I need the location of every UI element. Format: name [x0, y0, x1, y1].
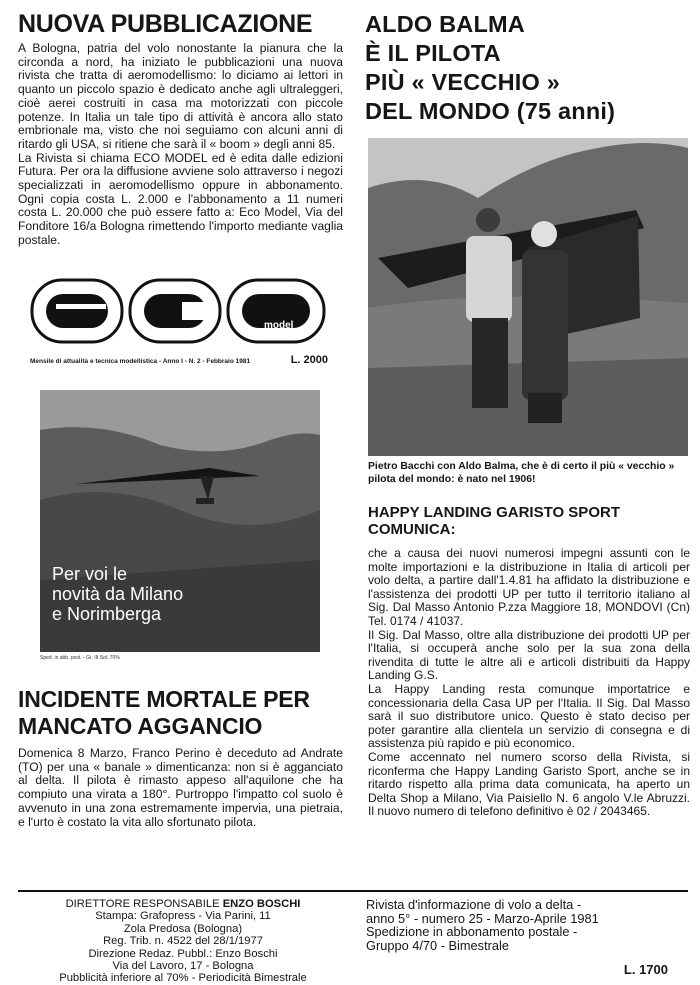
- colophon-line: Stampa: Grafopress - Via Parini, 11: [95, 910, 271, 923]
- eco-logo: [26, 272, 332, 352]
- cover-tagline: Mensile di attualità e tecnica modellistica - Anno I - N. 2 - Febbraio 1981: [30, 358, 251, 365]
- article-title-balma-1: ALDO BALMA: [365, 11, 525, 37]
- article-title-balma-3: PIÙ « VECCHIO »: [365, 69, 560, 95]
- director-label: DIRETTORE RESPONSABILE: [65, 898, 220, 910]
- article-title-happy-landing-2: COMUNICA:: [368, 521, 456, 538]
- paragraph: La Happy Landing resta comunque importatrice e concessionaria della Casa UP per l'Italia. Il Sig. Dal Masso sarà il suo distributore unico. Questo è stato deciso per poter garantire alla clientela un servizio di consegna e di assistenza più rapido e più economico.: [368, 681, 690, 751]
- issue-line: Gruppo 4/70 - Bimestrale: [366, 937, 509, 953]
- colophon-right: [366, 898, 686, 952]
- cover-headline-2: novità da Milano: [52, 584, 184, 604]
- pilots-photo-image: [368, 138, 688, 456]
- director-line: [18, 898, 348, 910]
- issue-line: Rivista d'informazione di volo a delta -: [366, 897, 582, 912]
- paragraph: La Rivista si chiama ECO MODEL ed è edita dalle edizioni Futura. Per ora la diffusione avviene solo attraverso i negozi specializzati in aeromodellismo oppure in abbonamento. Ogni copia costa L. 2.000 e l'abbonamento a 11 numeri costa L. 20.000 che può essere fatto a: Eco Model, Via del Fonditore 16/a Bologna rimettendo l'importo mediante vaglia postale.: [18, 150, 343, 247]
- caption-text: Pietro Bacchi con Aldo Balma, che è di certo il più « vecchio » pilota del mondo: è nato nel 1906!: [368, 461, 675, 485]
- cover-headline-3: e Norimberga: [52, 604, 162, 624]
- director-name: ENZO BOSCHI: [222, 898, 301, 910]
- colophon-line: Direzione Redaz. Pubbl.: Enzo Boschi: [88, 947, 278, 960]
- article-body-incidente: Domenica 8 Marzo, Franco Perino è deceduto ad Andrate (TO) per una « banale » dimenticanza: non si è agganciato al delta. Il pilota è rimasto appeso all'aquilone che ha compiuto una virata a 180°. Purtroppo l'impatto col suolo è avvenuto in una zona estremamente impervia, una pietraia, e l'urto è costato la vita allo sfortunato pilota.: [18, 746, 343, 829]
- article-title-balma-2: È IL PILOTA: [365, 40, 501, 66]
- paragraph: che a causa dei nuovi numerosi impegni assunti con le molte importazioni e la distribuzione in Italia di articoli per volo delta, a partire dall'1.4.81 ha affidato la distribuzione e l'assistenza dei prodotti UP per tutto il territorio italiano al Sig. Dal Masso Antonio P.zza Maggiore 18, MONDOVI (Cn) Tel. 0174 / 41037.: [368, 546, 690, 628]
- cover-headline-1: Per voi le: [52, 564, 128, 584]
- paragraph: A Bologna, patria del volo nonostante la pianura che la circonda a nord, ha iniziato le pubblicazioni una nuova rivista che tratta di aeromodellismo: lo diciamo ai lettori in quanto un piccolo spazio è dedicato anche agli ultraleggeri, cioè aerei costruiti in casa ma motorizzati con piccole potenze. In Italia un tale tipo di attività è ancora allo stato embrionale ma, visto che noi seguiamo con alcuni anni di ritardo gli USA, si ritiene che sarà il « boom » degli anni 85.: [18, 41, 343, 151]
- issue-line: Spedizione in abbonamento postale -: [366, 924, 578, 940]
- pilots-photo: [368, 138, 688, 456]
- article-body-happy-landing: [368, 547, 690, 819]
- right-column: [365, 10, 690, 126]
- article-title-incidente-1: INCIDENTE MORTALE PER: [18, 686, 310, 712]
- issue-line: anno 5° - numero 25 - Marzo-Aprile 1981: [366, 910, 599, 926]
- colophon-line: Via del Lavoro, 17 - Bologna: [112, 960, 254, 973]
- colophon-line: Pubblicità inferiore al 70% - Periodicità Bimestrale: [59, 972, 307, 985]
- pilots-photo-caption: [368, 460, 690, 486]
- paragraph: Il Sig. Dal Masso, oltre alla distribuzione dei prodotti UP per l'Italia, si occuperà anche solo per la sua zona della rivendita di tutte le altre ali e articoli distribuiti da Happy Landing G.S.: [368, 627, 690, 683]
- left-column: [18, 10, 343, 248]
- eco-model-cover: [26, 272, 332, 670]
- paragraph: Come accennato nel numero scorso della Rivista, si riconferma che Happy Landing Garisto Sport, anche se in ritardo rispetto alla prima data comunicata, ha aperto un Delta Shop a Milano, Via Paisiello N. 6 angolo V.le Abruzzi. Il nuovo numero di telefono definitivo è 02 / 2043465.: [368, 749, 690, 819]
- colophon-line: Reg. Trib. n. 4522 del 28/1/1977: [103, 935, 263, 948]
- article-title-incidente-2: MANCATO AGGANCIO: [18, 713, 263, 739]
- cover-photo: [40, 390, 320, 652]
- article-happy-landing: [368, 504, 690, 819]
- colophon: [18, 890, 688, 985]
- cover-price: L. 2000: [290, 354, 328, 366]
- article-title-balma-4: DEL MONDO (75 anni): [365, 98, 616, 124]
- article-title-happy-landing-1: HAPPY LANDING GARISTO SPORT: [368, 504, 620, 521]
- colophon-line: Zola Predosa (Bologna): [123, 922, 243, 935]
- issue-price: L. 1700: [623, 962, 668, 977]
- article-body-nuova-pubblicazione: [18, 42, 343, 248]
- article-incidente: [18, 686, 343, 829]
- article-title-nuova-pubblicazione: NUOVA PUBBLICAZIONE: [18, 10, 313, 38]
- eco-logo-sub: model: [264, 320, 294, 331]
- colophon-left: [18, 898, 348, 985]
- cover-small-print: Sped. in abb. post. - Gr. III Sol. 70%: [40, 655, 120, 661]
